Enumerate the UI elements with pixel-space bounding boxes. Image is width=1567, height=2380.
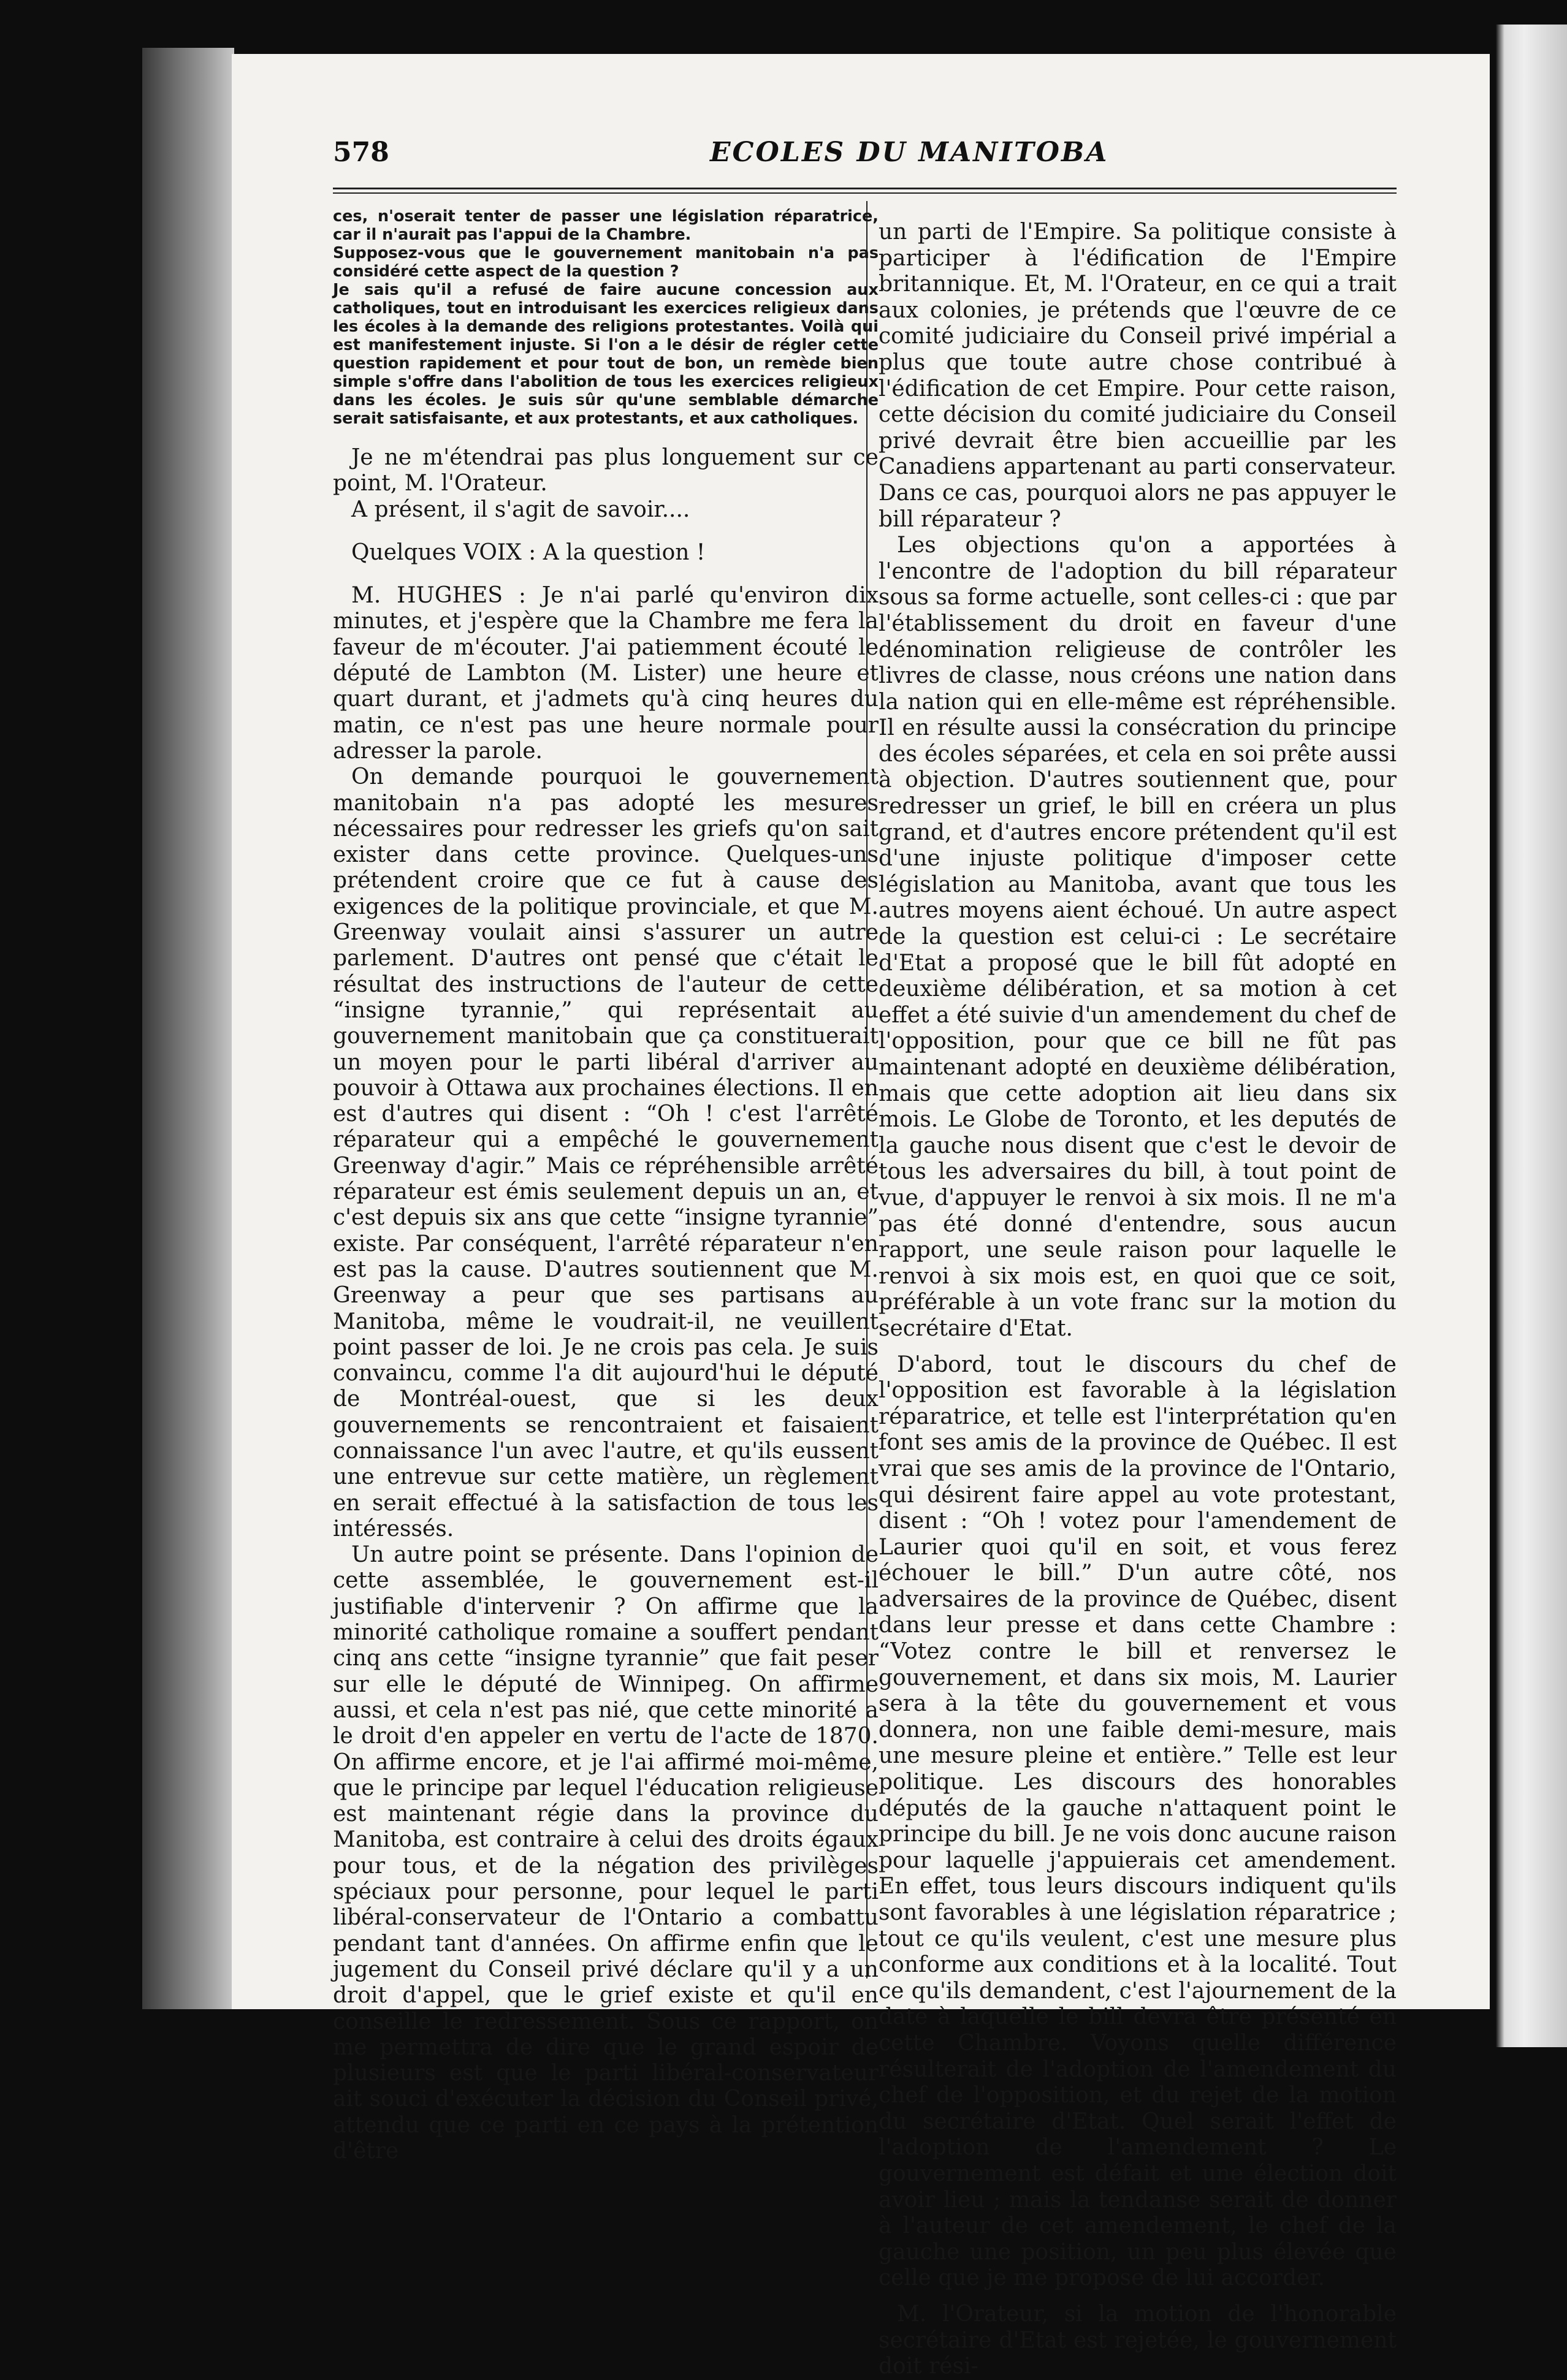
paragraph: Je ne m'étendrai pas plus longuement sur ce point, M. l'Orateur.: [333, 445, 879, 496]
quoted-passage: ces, n'oserait tenter de passer une législation réparatrice, car il n'aurait pas l'appui de la Chambre.: [333, 207, 879, 244]
speaker-paragraph: M. HUGHES : Je n'ai parlé qu'environ dix minutes, et j'espère que la Chambre me fera la faveur de m'écouter. J'ai patiemment écouté le député de Lambton (M. Lister) une heure et quart durant, et j'admets qu'à cinq heures du matin, ce n'est pas une heure normale pour adresser la parole.: [333, 583, 879, 764]
paragraph: D'abord, tout le discours du chef de l'opposition est favorable à la législation réparatrice, et telle est l'interprétation qu'en font ses amis de la province de Québec. Il est vrai que ses amis de la province de l'Ontario, qui désirent faire appel au vote protestant, disent : “Oh ! votez pour l'amendement de Laurier quoi qu'il en soit, et vous ferez échouer le bill.” D'un autre côté, nos adversaires de la province de Québec, disent dans leur presse et dans cette Chambre : “Votez contre le bill et renversez le gouvernement, et dans six mois, M. Laurier sera à la tête du gouvernement et vous donnera, non une faible demi-mesure, mais une mesure pleine et entière.” Telle est leur politique. Les discours des honorables députés de la gauche n'attaquent point le principe du bill. Je ne vois donc aucune raison pour laquelle j'appuierais cet amendement. En effet, tous leurs discours indiquent qu'ils sont favorables à une législation réparatrice ; tout ce qu'ils veulent, c'est une mesure plus conforme aux conditions et à la localité. Tout ce qu'ils demandent, c'est l'ajournement de la date à laquelle le bill devra être présenté en cette Chambre. Voyons quelle différence résulterait de l'adoption de l'amendement du chef de l'opposition, et du rejet de la motion du secrétaire d'Etat. Quel serait l'effet de l'adoption de l'amendement ? Le gouvernement est défait et une élection doit avoir lieu ; mais la tendanse serait de donner à l'auteur de cet amendement, le chef de la gauche une position, un peu plus élevée que celle que je me propose de lui accorder.: [879, 1352, 1397, 2291]
document-page: [232, 54, 1490, 2379]
paragraph: A présent, il s'agit de savoir....: [351, 496, 690, 522]
left-column: [333, 207, 879, 2164]
paragraph: un parti de l'Empire. Sa politique consiste à participer à l'édification de l'Empire britannique. Et, M. l'Orateur, en ce qui a trait aux colonies, je prétends que l'œuvre de ce comité judiciaire du Conseil privé impérial a plus que toute autre chose contribué à l'édification de cet Empire. Pour cette raison, cette décision du comité judiciaire du Conseil privé devrait être bien accueillie par les Canadiens appartenant au parti conservateur. Dans ce cas, pourquoi alors ne pas appuyer le bill réparateur ?: [879, 219, 1397, 532]
paragraph: M. l'Orateur, si la motion de l'honorable secrétaire d'Etat est rejetée, le gouvernement doit rési-: [879, 2301, 1397, 2379]
quoted-passage: Supposez-vous que le gouvernement manitobain n'a pas considéré cette aspect de la question ?: [333, 244, 879, 281]
running-title: ECOLES DU MANITOBA: [710, 137, 1109, 168]
right-column: [879, 219, 1397, 2380]
interjection: Quelques VOIX : A la question !: [351, 539, 706, 565]
paragraph: Un autre point se présente. Dans l'opinion de cette assemblée, le gouvernement est-il justifiable d'intervenir ? On affirme que la minorité catholique romaine a souffert pendant cinq ans cette “insigne tyrannie” que fait peser sur elle le député de Winnipeg. On affirme aussi, et cela n'est pas nié, que cette minorité a le droit d'en appeler en vertu de l'acte de 1870. On affirme encore, et je l'ai affirmé moi-même, que le principe par lequel l'éducation religieuse est maintenant régie dans la province du Manitoba, est contraire à celui des droits égaux pour tous, et de la négation des privilèges spéciaux pour personne, pour lequel le parti libéral-conservateur de l'Ontario a combattu pendant tant d'années. On affirme enfin que le jugement du Conseil privé déclare qu'il y a un droit d'appel, que le grief existe et qu'il en conseille le redressement. Sous ce rapport, on me permettra de dire que le grand espoir de plusieurs est que le parti libéral-conservateur ait souci d'exécuter la décision du Conseil privé, attendu que ce parti en ce pays à la prétention d'être: [333, 1542, 879, 2164]
facing-page-edge: [1496, 25, 1567, 2047]
quoted-passage: Je sais qu'il a refusé de faire aucune concession aux catholiques, tout en introduisant les exercices religieux dans les écoles à la demande des religions protestantes. Voilà qui est manifestement injuste. Si l'on a le désir de régler cette question rapidement et pour tout de bon, un remède bien simple s'offre dans l'abolition de tous les exercices religieux dans les écoles. Je suis sûr qu'une semblable démarche serait satisfaisante, et aux protestants, et aux catholiques.: [333, 281, 879, 428]
paragraph: Les objections qu'on a apportées à l'encontre de l'adoption du bill réparateur sous sa forme actuelle, sont celles-ci : que par l'établissement du droit en faveur d'une dénomination religieuse de contrôler les livres de classe, nous créons une nation dans la nation qui en elle-même est répréhensible. Il en résulte aussi la consécration du principe des écoles séparées, et cela en soi prête aussi à objection. D'autres soutiennent que, pour redresser un grief, le bill en créera un plus grand, et d'autres encore prétendent qu'il est d'une injuste politique d'imposer cette législation au Manitoba, avant que tous les autres moyens aient échoué. Un autre aspect de la question est celui-ci : Le secrétaire d'Etat a proposé que le bill fût adopté en deuxième délibération, et sa motion à cet effet a été suivie d'un amendement du chef de l'opposition, pour que ce bill ne fût pas maintenant adopté en deuxième délibération, mais que cette adoption ait lieu dans six mois. Le Globe de Toronto, et les deputés de la gauche nous disent que c'est le devoir de tous les adversaires du bill, à tout point de vue, d'appuyer le renvoi à six mois. Il ne m'a pas été donné d'entendre, sous aucun rapport, une seule raison pour laquelle le renvoi à six mois est, en quoi que ce soit, préférable à un vote franc sur la motion du secrétaire d'Etat.: [879, 533, 1397, 1341]
page-number: 578: [333, 137, 389, 168]
header-rule-top: [333, 188, 1397, 189]
paragraph: On demande pourquoi le gouvernement manitobain n'a pas adopté les mesures nécessaires pour redresser les griefs qu'on sait exister dans cette province. Quelques-uns prétendent croire que ce fut à cause des exigences de la politique provinciale, et que M. Greenway voulait ainsi s'assurer un autre parlement. D'autres ont pensé que c'était le résultat des instructions de l'auteur de cette “insigne tyrannie,” qui représentait au gouvernement manitobain que ça constituerait un moyen pour le parti libéral d'arriver au pouvoir à Ottawa aux prochaines élections. Il en est d'autres qui disent : “Oh ! c'est l'arrêté réparateur qui a empêché le gouvernement Greenway d'agir.” Mais ce répréhensible arrêté réparateur est émis seulement depuis un an, et c'est depuis six ans que cette “insigne tyrannie” existe. Par conséquent, l'arrêté réparateur n'en est pas la cause. D'autres soutiennent que M. Greenway a peur que ses partisans au Manitoba, même le voudrait-il, ne veuillent point passer de loi. Je ne crois pas cela. Je suis convaincu, comme l'a dit aujourd'hui le député de Montréal-ouest, que si les deux gouvernements se rencontraient et faisaient connaissance l'un avec l'autre, et qu'ils eussent une entrevue sur cette matière, un règlement en serait effectué à la satisfaction de tous les intéressés.: [333, 764, 879, 1542]
book-spine-shadow: [142, 48, 234, 2009]
header-rule-bottom: [333, 192, 1397, 194]
